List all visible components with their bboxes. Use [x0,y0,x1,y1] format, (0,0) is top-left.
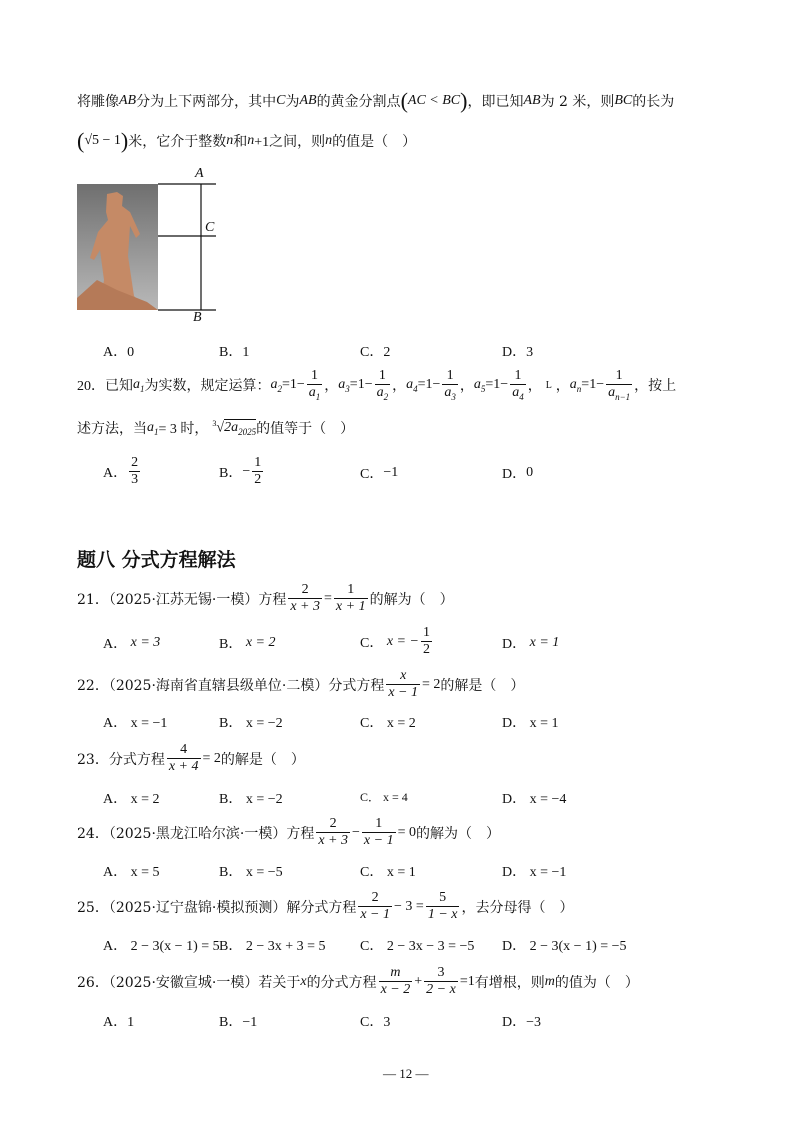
q26-stem: 26．（2025·安徽宣城·一模）若关于 x 的分式方程 $\frac{m}{x - 2}$ + $\frac{3}{2 - x}$ =1 有增根，则 m 的值为（ ） [77,965,639,998]
page-number: — 12 — [383,1066,429,1081]
text: 22．（2025·海南省直辖县级单位·二模）分式方程 [77,677,385,694]
math-ab: AB [523,93,541,108]
formula-a5: $a_5$ [473,376,486,394]
text: 的解是（ ） [440,677,525,694]
text: 的分式方程 [306,974,377,991]
q21-option-a[interactable]: A． x = 3 [103,635,161,652]
formula-an: $a_n$ [569,376,582,394]
text: 24．（2025·黑龙江哈尔滨·一模）方程 [77,825,315,842]
text: 为 2 米，则 [540,94,615,110]
text: 有增根，则 [474,974,545,991]
q21-option-b[interactable]: B． x = 2 [219,635,276,652]
text: 已知 [105,378,133,395]
q25-stem: 25．（2025·辽宁盘锦·模拟预测）解分式方程 $\frac{2}{x - 1}$ − 3 = $\frac{5}{1 - x}$ ，去分母得（ ） [77,890,574,923]
label-c: C [205,220,215,235]
text: 述方法，当 [77,421,147,437]
ellipsis: L [545,379,552,391]
q21-stem: 21．（2025·江苏无锡·一模）方程 $\frac{2}{x + 3}$ = $\frac{1}{x + 1}$ 的解为（ ） [77,582,454,615]
q19-option-d[interactable]: D．3 [502,345,534,360]
q24-option-b[interactable]: B． x = −5 [219,865,283,880]
q19-option-b[interactable]: B．1 [219,345,250,360]
text: 21．（2025·江苏无锡·一模）方程 [77,591,287,608]
math-ab: AB [119,93,137,108]
q20-option-b[interactable]: B． − $\frac{1}{2}$ [219,455,262,488]
q22-option-d[interactable]: D． x = 1 [502,716,559,731]
text: ，去分母得（ ） [461,899,574,916]
text: 25．（2025·辽宁盘锦·模拟预测）解分式方程 [77,899,357,916]
label-b: B [193,310,202,325]
text: ，按上 [634,378,677,395]
q26-option-d[interactable]: D．−3 [502,1015,542,1030]
q20-option-c[interactable]: C． −1 [360,465,399,482]
q23-option-b[interactable]: B． x = −2 [219,792,283,807]
q21-option-c[interactable]: C． x = − $\frac{1}{2}$ [360,625,430,658]
text: 的解为（ ） [416,825,500,842]
math-sqrt5-minus-1: √5 − 1 [84,133,121,148]
text: 分为上下两部分，其中 [136,94,277,110]
q21-option-d[interactable]: D． x = 1 [502,635,560,652]
q23-option-a[interactable]: A． x = 2 [103,792,160,807]
q20-line2 [77,418,354,438]
text: 为 [285,94,300,110]
math-a1: $a_1$ [133,376,145,394]
text: 和 [233,134,248,150]
q23-option-d[interactable]: D． x = −4 [502,792,567,807]
q22-option-c[interactable]: C． x = 2 [360,716,416,731]
q19-option-a[interactable]: A．0 [103,345,135,360]
q24-option-c[interactable]: C． x = 1 [360,865,416,880]
q23-option-c[interactable]: C． x = 4 [360,790,408,804]
text: 23．分式方程 [77,751,165,768]
text: 将雕像 [77,94,119,110]
text: 米，它介于整数 [128,134,227,150]
q26-option-c[interactable]: C．3 [360,1015,391,1030]
math-c: C [276,93,286,108]
text: 的值是（ ） [332,134,417,150]
question-number: 20． [77,379,105,395]
formula-a2: $a_2$ [270,376,282,394]
q22-option-a[interactable]: A． x = −1 [103,716,168,731]
formula-a4: $a_4$ [406,376,418,394]
text: ，即已知 [467,94,524,110]
q24-option-d[interactable]: D． x = −1 [502,865,567,880]
math-bc: BC [614,93,633,108]
math-ab: AB [299,93,317,108]
math-ac-lt-bc: AC < BC [407,93,461,108]
text: 26．（2025·安徽宣城·一模）若关于 [77,974,301,991]
math-a1: $a_1$ [147,419,159,437]
q19-line2: ( √5 − 1 ) 米，它介于整数 n 和 n +1之间，则 n 的值是（ ） [77,128,417,153]
q25-option-b[interactable]: B． 2 − 3x + 3 = 5 [219,939,326,954]
math-x: x [300,973,307,989]
text: 的值为（ ） [554,974,639,991]
q19-line1: 将雕像 AB 分为上下两部分，其中 C 为 AB 的黄金分割点 ( AC < BC ) ，即已知 AB 为 2 米，则 BC 的长为 [77,88,675,113]
label-a: A [195,166,204,181]
text: 的解为（ ） [369,591,454,608]
q19-option-c[interactable]: C．2 [360,345,391,360]
q22-stem: 22．（2025·海南省直辖县级单位·二模）分式方程 $\frac{x}{x - 1}$ = 2 的解是（ ） [77,668,525,701]
math-n: n [325,133,333,148]
q23-stem: 23．分式方程 $\frac{4}{x + 4}$ = 2 的解是（ ） [77,742,305,775]
formula-a3: $a_3$ [338,376,350,394]
q25-option-d[interactable]: D． 2 − 3(x − 1) = −5 [502,939,627,954]
section-heading: 题八 分式方程解法 [77,549,236,571]
q20-option-d[interactable]: D． 0 [502,465,534,482]
text: = 3 时， [158,422,209,437]
text: +1之间，则 [254,135,326,150]
cube-root: $^3√2a_{2025}$ [212,418,257,438]
text: 的黄金分割点 [316,94,401,110]
q25-option-a[interactable]: A． 2 − 3(x − 1) = 5 [103,939,220,954]
q25-option-c[interactable]: C． 2 − 3x − 3 = −5 [360,939,475,954]
q24-stem: 24．（2025·黑龙江哈尔滨·一模）方程 $\frac{2}{x + 3}$ − $\frac{1}{x - 1}$ = 0 的解为（ ） [77,816,500,849]
q26-option-b[interactable]: B．−1 [219,1015,258,1030]
q22-option-b[interactable]: B． x = −2 [219,716,283,731]
statue-figure [77,168,237,328]
q20-option-a[interactable]: A． $\frac{2}{3}$ [103,455,139,488]
math-n: n [247,133,255,148]
text: 的值等于（ ） [256,421,355,437]
text: 为实数，规定运算： [144,378,271,395]
statue-image [77,168,237,328]
text: 的解是（ ） [220,751,305,768]
q20-line1: 20． 已知 $a_1$ 为实数，规定运算： $a_2$ =1− $\frac{1}{a_1}$ ， $a_3$ =1− $\frac{1}{a_2}$ ， $a_4$ =1− $\frac{1}{a_3}$ ， $a_5$ =1− $\frac{1}{a_4}$ ， L ， $a_n$ =1− $\frac{1}{a_{n-1}}$ ，按上 [77,368,677,402]
q26-option-a[interactable]: A．1 [103,1015,135,1030]
text: 的长为 [632,94,675,110]
q24-option-a[interactable]: A． x = 5 [103,865,160,880]
math-m: m [544,973,555,989]
math-n: n [226,133,234,148]
